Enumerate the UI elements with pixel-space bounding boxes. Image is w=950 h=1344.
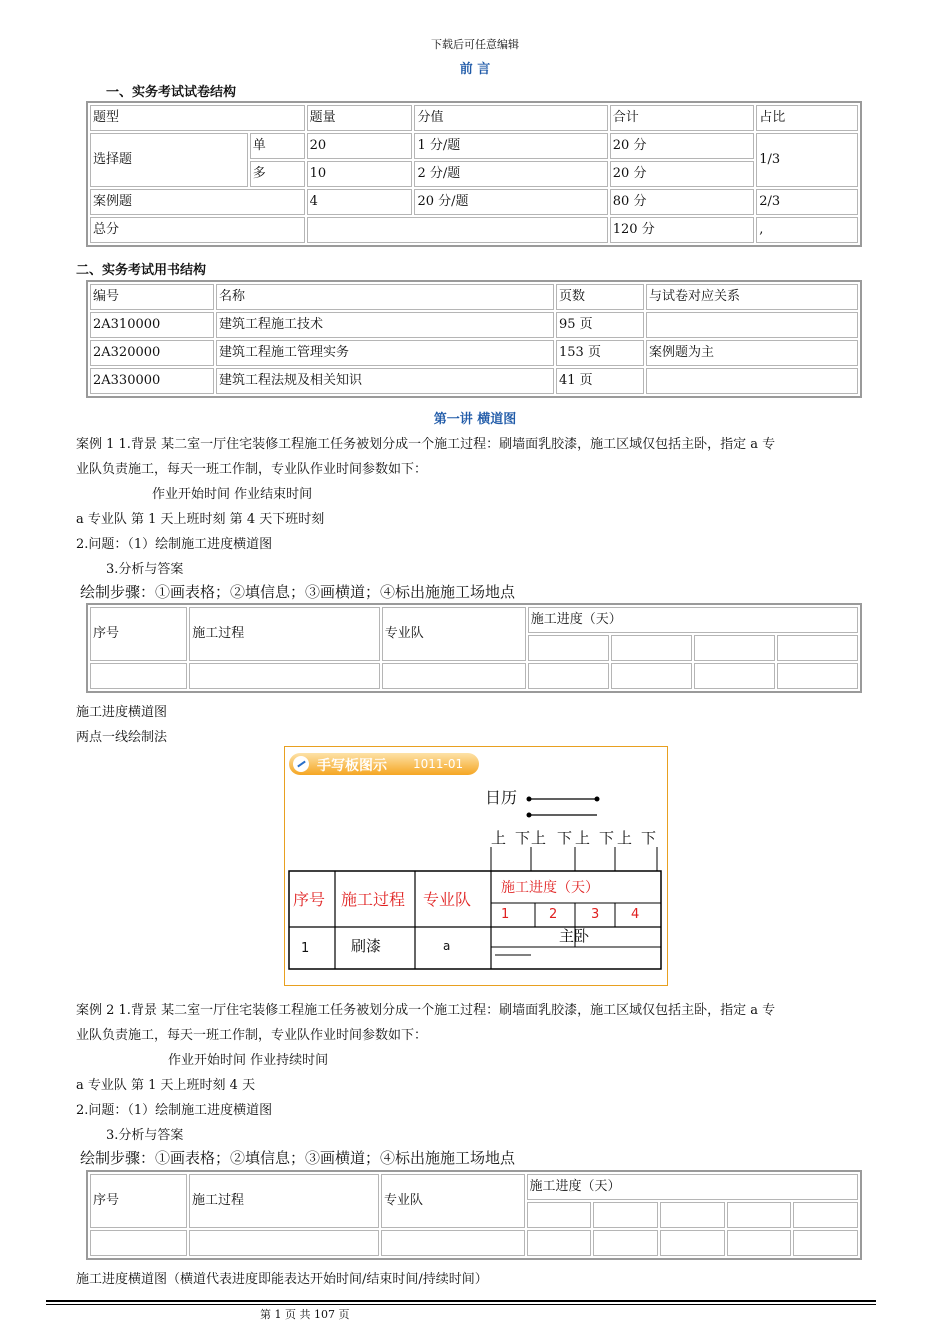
lecture-title: 第一讲 横道图 (433, 412, 517, 427)
case2-answer-heading: 3.分析与答案 (106, 1128, 184, 1143)
case1-paragraph-line1: 案例 1 1.背景 某二室一厅住宅装修工程施工任务被划分成一个施工过程：刷墙面乳胶漆，施工区域仅包括主卧，指定 a 专 (76, 437, 776, 452)
table-cell: 80 分 (610, 189, 754, 215)
table-cell (646, 368, 858, 394)
table-cell: 1 分/题 (414, 133, 607, 159)
exam-structure-table (86, 101, 862, 247)
table-cell: 建筑工程施工管理实务 (216, 340, 554, 366)
table-cell: 总分 (90, 217, 305, 243)
table-cell (189, 663, 380, 689)
case1-param-columns: 作业开始时间 作业结束时间 (152, 487, 313, 502)
schedule-table-2 (86, 1170, 862, 1260)
table-cell (90, 663, 187, 689)
case2-steps: 绘制步骤：①画表格；②填信息；③画横道；④标出施施工场地点 (80, 1149, 516, 1167)
table-cell: 2A330000 (90, 368, 214, 394)
table-cell: 4 (307, 189, 413, 215)
calendar-label: 日历 (485, 788, 518, 807)
table-cell: 2A310000 (90, 312, 214, 338)
page-footer: 第 1 页 共 107 页 (260, 1308, 350, 1321)
figure-day-label: 3 (591, 907, 600, 922)
schedule-table-1 (86, 603, 862, 693)
case1-paragraph-line2: 业队负责施工，每天一班工作制，专业队作业时间参数如下： (76, 462, 428, 477)
table-cell (694, 663, 775, 689)
table-cell (793, 1230, 858, 1256)
table-cell: , (756, 217, 858, 243)
table-cell (90, 1230, 187, 1256)
table-header-cell: 与试卷对应关系 (646, 284, 858, 310)
table-cell (528, 635, 609, 661)
table-cell (189, 1230, 379, 1256)
figure-header-seq: 序号 (293, 890, 326, 909)
table-cell (593, 1202, 658, 1228)
table-header-cell: 施工过程 (189, 1174, 379, 1228)
figure-code: 1011-01 (413, 757, 464, 771)
table-header-cell: 合计 (610, 105, 754, 131)
case2-paragraph-line2: 业队负责施工，每天一班工作制，专业队作业时间参数如下： (76, 1028, 428, 1043)
figure-header-team: 专业队 (423, 890, 472, 909)
figure-row-team: a (443, 939, 451, 953)
figure-header-process: 施工过程 (341, 890, 406, 909)
updown-label: 下 (515, 829, 531, 847)
figure-row-area: 主卧 (559, 927, 590, 945)
table-cell: 2/3 (756, 189, 858, 215)
table-cell: 案例题为主 (646, 340, 858, 366)
table-cell (611, 635, 692, 661)
case1-question: 2.问题：（1）绘制施工进度横道图 (76, 537, 273, 552)
case2-question: 2.问题：（1）绘制施工进度横道图 (76, 1103, 273, 1118)
updown-label: 上 (491, 829, 507, 847)
caption-gantt: 施工进度横道图 (76, 705, 168, 720)
case2-paragraph-line1: 案例 2 1.背景 某二室一厅住宅装修工程施工任务被划分成一个施工过程：刷墙面乳胶漆，施工区域仅包括主卧，指定 a 专 (76, 1003, 776, 1018)
table-cell: 2A320000 (90, 340, 214, 366)
table-cell (382, 663, 526, 689)
table-cell (307, 217, 608, 243)
table-cell: 20 分 (610, 133, 754, 159)
updown-label: 上 (531, 829, 547, 847)
table-cell: 案例题 (90, 189, 305, 215)
table-header-cell: 专业队 (381, 1174, 525, 1228)
caption-two-point-method: 两点一线绘制法 (76, 730, 168, 745)
table-cell (527, 1202, 592, 1228)
table-cell: 单 (250, 133, 305, 159)
table-header-cell: 页数 (556, 284, 644, 310)
table-cell: 选择题 (90, 133, 248, 187)
handwriting-board-figure (284, 746, 668, 986)
table-cell: 20 (307, 133, 413, 159)
table-cell (527, 1230, 592, 1256)
figure-day-label: 2 (549, 907, 558, 922)
book-structure-table (86, 280, 862, 398)
table-cell (381, 1230, 525, 1256)
figure-drawing (285, 747, 667, 985)
section-heading-book-structure: 二、实务考试用书结构 (76, 263, 207, 278)
table-header-cell: 编号 (90, 284, 214, 310)
figure-row-process: 刷漆 (351, 937, 382, 955)
page-title: 前 言 (459, 62, 491, 77)
table-cell (646, 312, 858, 338)
figure-row-seq: 1 (301, 941, 310, 956)
case1-answer-heading: 3.分析与答案 (106, 562, 184, 577)
updown-label: 下 (557, 829, 573, 847)
case2-param-row: a 专业队 第 1 天上班时刻 4 天 (76, 1078, 256, 1093)
page-header: 下载后可任意编辑 (431, 38, 519, 51)
table-header-cell: 占比 (756, 105, 858, 131)
case1-steps: 绘制步骤：①画表格；②填信息；③画横道；④标出施施工场地点 (80, 583, 516, 601)
footer-rule (46, 1300, 876, 1302)
table-cell: 20 分/题 (414, 189, 607, 215)
table-cell (660, 1230, 725, 1256)
table-header-cell: 题型 (90, 105, 305, 131)
figure-day-label: 4 (631, 907, 640, 922)
table-cell: 41 页 (556, 368, 644, 394)
table-cell: 20 分 (610, 161, 754, 187)
table-cell: 建筑工程法规及相关知识 (216, 368, 554, 394)
table-header-cell: 分值 (414, 105, 607, 131)
table-cell: 建筑工程施工技术 (216, 312, 554, 338)
table-row (90, 368, 858, 394)
table-header-cell: 施工进度（天） (528, 607, 858, 633)
table-cell (660, 1202, 725, 1228)
updown-label: 下 (641, 829, 657, 847)
figure-day-label: 1 (501, 907, 510, 922)
updown-label: 上 (617, 829, 633, 847)
table-cell (694, 635, 775, 661)
figure-header-progress: 施工进度（天） (501, 880, 599, 896)
table-cell: 多 (250, 161, 305, 187)
table-cell: 1/3 (756, 133, 858, 187)
table-cell (777, 663, 858, 689)
table-row (90, 312, 858, 338)
table-cell: 153 页 (556, 340, 644, 366)
caption-gantt-explanation: 施工进度横道图（横道代表进度即能表达开始时间/结束时间/持续时间） (76, 1272, 488, 1287)
table-cell (727, 1230, 792, 1256)
table-cell (727, 1202, 792, 1228)
section-heading-exam-structure: 一、实务考试试卷结构 (106, 85, 237, 100)
table-header-cell: 序号 (90, 607, 187, 661)
table-cell: 95 页 (556, 312, 644, 338)
case2-param-columns: 作业开始时间 作业持续时间 (168, 1053, 329, 1068)
table-cell: 120 分 (610, 217, 754, 243)
updown-label: 下 (599, 829, 615, 847)
case1-param-row: a 专业队 第 1 天上班时刻 第 4 天下班时刻 (76, 512, 325, 527)
updown-label: 上 (575, 829, 591, 847)
table-cell (611, 663, 692, 689)
table-cell: 10 (307, 161, 413, 187)
table-header-cell: 序号 (90, 1174, 187, 1228)
table-cell (593, 1230, 658, 1256)
table-row (90, 340, 858, 366)
table-cell (777, 635, 858, 661)
table-cell (528, 663, 609, 689)
table-header-cell: 施工过程 (189, 607, 380, 661)
table-header-cell: 名称 (216, 284, 554, 310)
table-header-cell: 专业队 (382, 607, 526, 661)
table-cell: 2 分/题 (414, 161, 607, 187)
footer-rule (46, 1304, 876, 1305)
figure-title: 手写板图示 (317, 758, 387, 774)
table-header-cell: 题量 (307, 105, 413, 131)
table-cell (793, 1202, 858, 1228)
table-header-cell: 施工进度（天） (527, 1174, 858, 1200)
